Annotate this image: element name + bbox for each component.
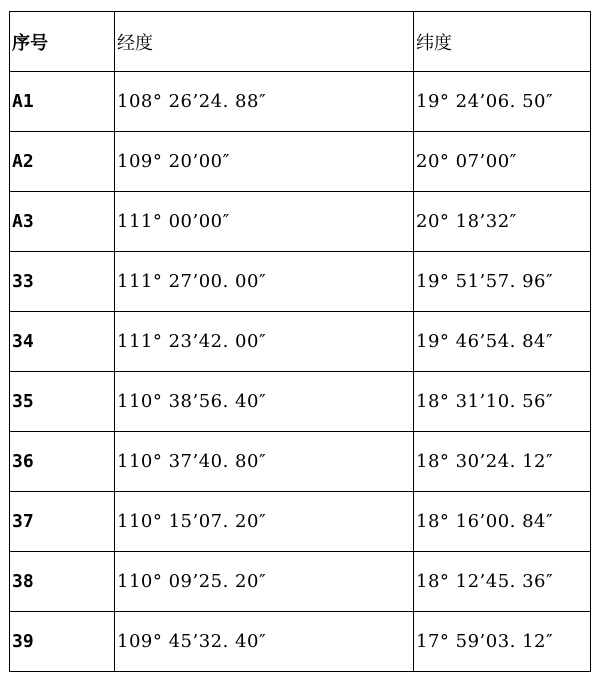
table-header	[10, 12, 591, 72]
row-index: A1	[10, 72, 115, 132]
row-latitude: 20° 07’00″	[414, 132, 591, 192]
row-longitude: 110° 09’25. 20″	[115, 552, 414, 612]
table-body	[10, 72, 591, 672]
row-longitude: 109° 20’00″	[115, 132, 414, 192]
row-index: 38	[10, 552, 115, 612]
table-row	[10, 252, 591, 312]
row-longitude: 111° 00’00″	[115, 192, 414, 252]
row-index: 35	[10, 372, 115, 432]
row-index: 33	[10, 252, 115, 312]
table-row	[10, 612, 591, 672]
row-latitude: 18° 30’24. 12″	[414, 432, 591, 492]
header-longitude: 经度	[115, 12, 414, 72]
row-latitude: 18° 12’45. 36″	[414, 552, 591, 612]
row-index: A3	[10, 192, 115, 252]
row-index: A2	[10, 132, 115, 192]
row-latitude: 20° 18’32″	[414, 192, 591, 252]
table-row	[10, 72, 591, 132]
table-row	[10, 492, 591, 552]
row-longitude: 111° 27’00. 00″	[115, 252, 414, 312]
row-latitude: 19° 51’57. 96″	[414, 252, 591, 312]
row-longitude: 110° 38’56. 40″	[115, 372, 414, 432]
row-latitude: 18° 31’10. 56″	[414, 372, 591, 432]
coordinates-table	[9, 11, 591, 672]
header-latitude: 纬度	[414, 12, 591, 72]
row-latitude: 18° 16’00. 84″	[414, 492, 591, 552]
table-row	[10, 132, 591, 192]
row-longitude: 108° 26’24. 88″	[115, 72, 414, 132]
table-row	[10, 312, 591, 372]
row-longitude: 111° 23’42. 00″	[115, 312, 414, 372]
row-longitude: 110° 37’40. 80″	[115, 432, 414, 492]
row-latitude: 17° 59’03. 12″	[414, 612, 591, 672]
row-index: 36	[10, 432, 115, 492]
row-index: 37	[10, 492, 115, 552]
row-latitude: 19° 46’54. 84″	[414, 312, 591, 372]
header-index: 序号	[10, 12, 115, 72]
header-row	[10, 12, 591, 72]
row-index: 34	[10, 312, 115, 372]
row-longitude: 109° 45’32. 40″	[115, 612, 414, 672]
table-row	[10, 372, 591, 432]
table-row	[10, 432, 591, 492]
row-latitude: 19° 24’06. 50″	[414, 72, 591, 132]
row-longitude: 110° 15’07. 20″	[115, 492, 414, 552]
table-row	[10, 192, 591, 252]
table-row	[10, 552, 591, 612]
row-index: 39	[10, 612, 115, 672]
